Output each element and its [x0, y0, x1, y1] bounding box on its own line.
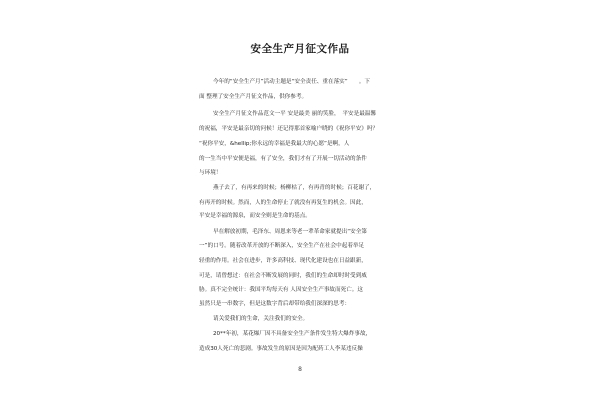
text-line: 可是，请曾想过：在社会不断发展的同时，我们的生命却时时受到威 [199, 273, 367, 279]
text-line: 的祝福，平安是最亲切的问候！还记得那首家喻户晓的《祝你平安》吗？ [199, 126, 379, 132]
text-line: 造成30人死亡的悲剧。事故发生的原因是因为配药工人李某违反操 [199, 346, 363, 352]
text-line: 的一生当中平安便是福，有了安全，我们才有了开展一切活动的条件 [199, 156, 367, 162]
document-title: 安全生产月征文作品 [250, 43, 350, 55]
text-line: 一”的口号。随着改革开放的不断深入，安全生产在社会中起着举足 [199, 243, 365, 249]
text-line: “祝你平安，&hellip;你永远的幸福是我最大的心愿”是啊，人 [199, 141, 350, 147]
text-line: 面 整理了安全生产月征文作品，供你参考。 [199, 94, 308, 100]
text-line: 燕子去了，有再来的时候；杨柳枯了，有再青的时候；百花谢了， [213, 185, 376, 191]
text-line: 有再开的时候。然而，人的生命停止了就没有再复生的机会。因此， [199, 200, 367, 206]
text-line: 20**年初，某花爆厂因不具备安全生产条件发生特大爆炸事故， [213, 331, 372, 337]
text-line: 平安是幸福的源泉，而安全则是生命的基点。 [199, 213, 311, 219]
text-line: 今年的“安全生产月”活动主题是“安全责任、重在落实” 。下 [213, 79, 371, 85]
page-number: 8 [298, 366, 302, 373]
text-line: 虽然只是一串数字，但是这数字背后却带给我们深深的思考： [199, 301, 351, 307]
text-line: 早在解放初期，毛泽东、周恩来等老一辈革命家就提出“安全第 [213, 229, 367, 235]
text-line: 安全生产月征文作品范文一平 安是最美 丽的笑脸， 平安是最温馨 [213, 111, 376, 117]
text-line: 胁。真不完全统计：我国平均每天有 人因安全生产事故而死亡。这 [199, 287, 363, 293]
text-line: 与环境！ [199, 170, 222, 176]
text-line: 轻重的作用。社会在进步，许多高科技、现代化建设也在日益跟新， [199, 258, 367, 264]
text-line: 请关爱我们的生命，关注我们的安全。 [213, 316, 309, 322]
